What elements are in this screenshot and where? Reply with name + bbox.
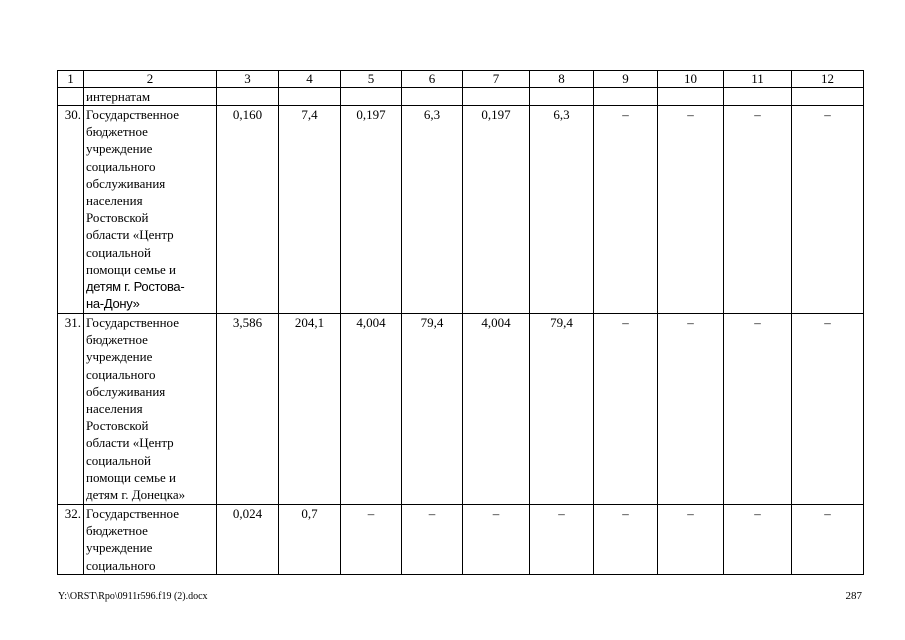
column-header: 5 <box>341 71 402 88</box>
table-cell: – <box>341 505 402 575</box>
page-number: 287 <box>845 590 862 602</box>
data-table <box>57 70 864 575</box>
table-cell: – <box>792 106 864 314</box>
column-header: 12 <box>792 71 864 88</box>
institution-name-text-sans: детям г. Ростова- на-Дону» <box>86 279 185 312</box>
table-cell <box>217 88 279 106</box>
column-header: 7 <box>463 71 530 88</box>
table-cell: 4,004 <box>463 314 530 505</box>
institution-name <box>84 314 217 505</box>
table-cell <box>279 88 341 106</box>
table-row <box>58 314 864 505</box>
table-cell: 4,004 <box>341 314 402 505</box>
table-cell: 3,586 <box>217 314 279 505</box>
table-cell: 6,3 <box>402 106 463 314</box>
table-cell: – <box>594 106 658 314</box>
table-cell: – <box>792 505 864 575</box>
row-number: 30. <box>58 106 84 314</box>
table-cell: 7,4 <box>279 106 341 314</box>
column-header: 3 <box>217 71 279 88</box>
continued-row <box>58 88 864 106</box>
table-cell: – <box>658 314 724 505</box>
column-header: 4 <box>279 71 341 88</box>
table-cell: – <box>594 505 658 575</box>
table-cell: 0,197 <box>463 106 530 314</box>
column-header: 6 <box>402 71 463 88</box>
footer-file-path: Y:\ORST\Rpo\0911r596.f19 (2).docx <box>58 591 208 602</box>
table-cell <box>658 88 724 106</box>
table-cell: – <box>724 314 792 505</box>
institution-name-text: Государственное бюджетное учреждение социального обслуживания населения Ростовской области «Центр социальной помощи семье и <box>86 107 179 277</box>
column-header: 10 <box>658 71 724 88</box>
table-cell <box>402 88 463 106</box>
table-cell: 0,024 <box>217 505 279 575</box>
table-cell: 79,4 <box>402 314 463 505</box>
institution-name <box>84 106 217 314</box>
row-number: 32. <box>58 505 84 575</box>
table-cell: 79,4 <box>530 314 594 505</box>
header-row <box>58 71 864 88</box>
table-cell: – <box>724 106 792 314</box>
column-header: 9 <box>594 71 658 88</box>
table-row <box>58 106 864 314</box>
continued-text: интернатам <box>84 88 217 106</box>
table-cell <box>463 88 530 106</box>
table-cell: 0,160 <box>217 106 279 314</box>
institution-name-text: Государственное бюджетное учреждение социального обслуживания населения Ростовской области «Центр социальной помощи семье и детям г. Донецка» <box>86 315 186 503</box>
table-cell <box>792 88 864 106</box>
table-row <box>58 505 864 575</box>
table-cell: – <box>530 505 594 575</box>
table-cell: – <box>724 505 792 575</box>
table-cell: – <box>658 505 724 575</box>
table-cell <box>341 88 402 106</box>
table-cell: – <box>594 314 658 505</box>
table-cell <box>58 88 84 106</box>
table-cell: – <box>402 505 463 575</box>
table-cell: – <box>463 505 530 575</box>
table-cell: 204,1 <box>279 314 341 505</box>
column-header: 11 <box>724 71 792 88</box>
institution-name-text: Государственное бюджетное учреждение социального <box>86 506 179 573</box>
table-cell <box>724 88 792 106</box>
column-header: 2 <box>84 71 217 88</box>
table-cell: 0,197 <box>341 106 402 314</box>
institution-name <box>84 505 217 575</box>
table-cell: – <box>658 106 724 314</box>
table-cell: 6,3 <box>530 106 594 314</box>
table-cell: – <box>792 314 864 505</box>
column-header: 8 <box>530 71 594 88</box>
column-header: 1 <box>58 71 84 88</box>
row-number: 31. <box>58 314 84 505</box>
table-cell: 0,7 <box>279 505 341 575</box>
table-cell <box>594 88 658 106</box>
table-cell <box>530 88 594 106</box>
